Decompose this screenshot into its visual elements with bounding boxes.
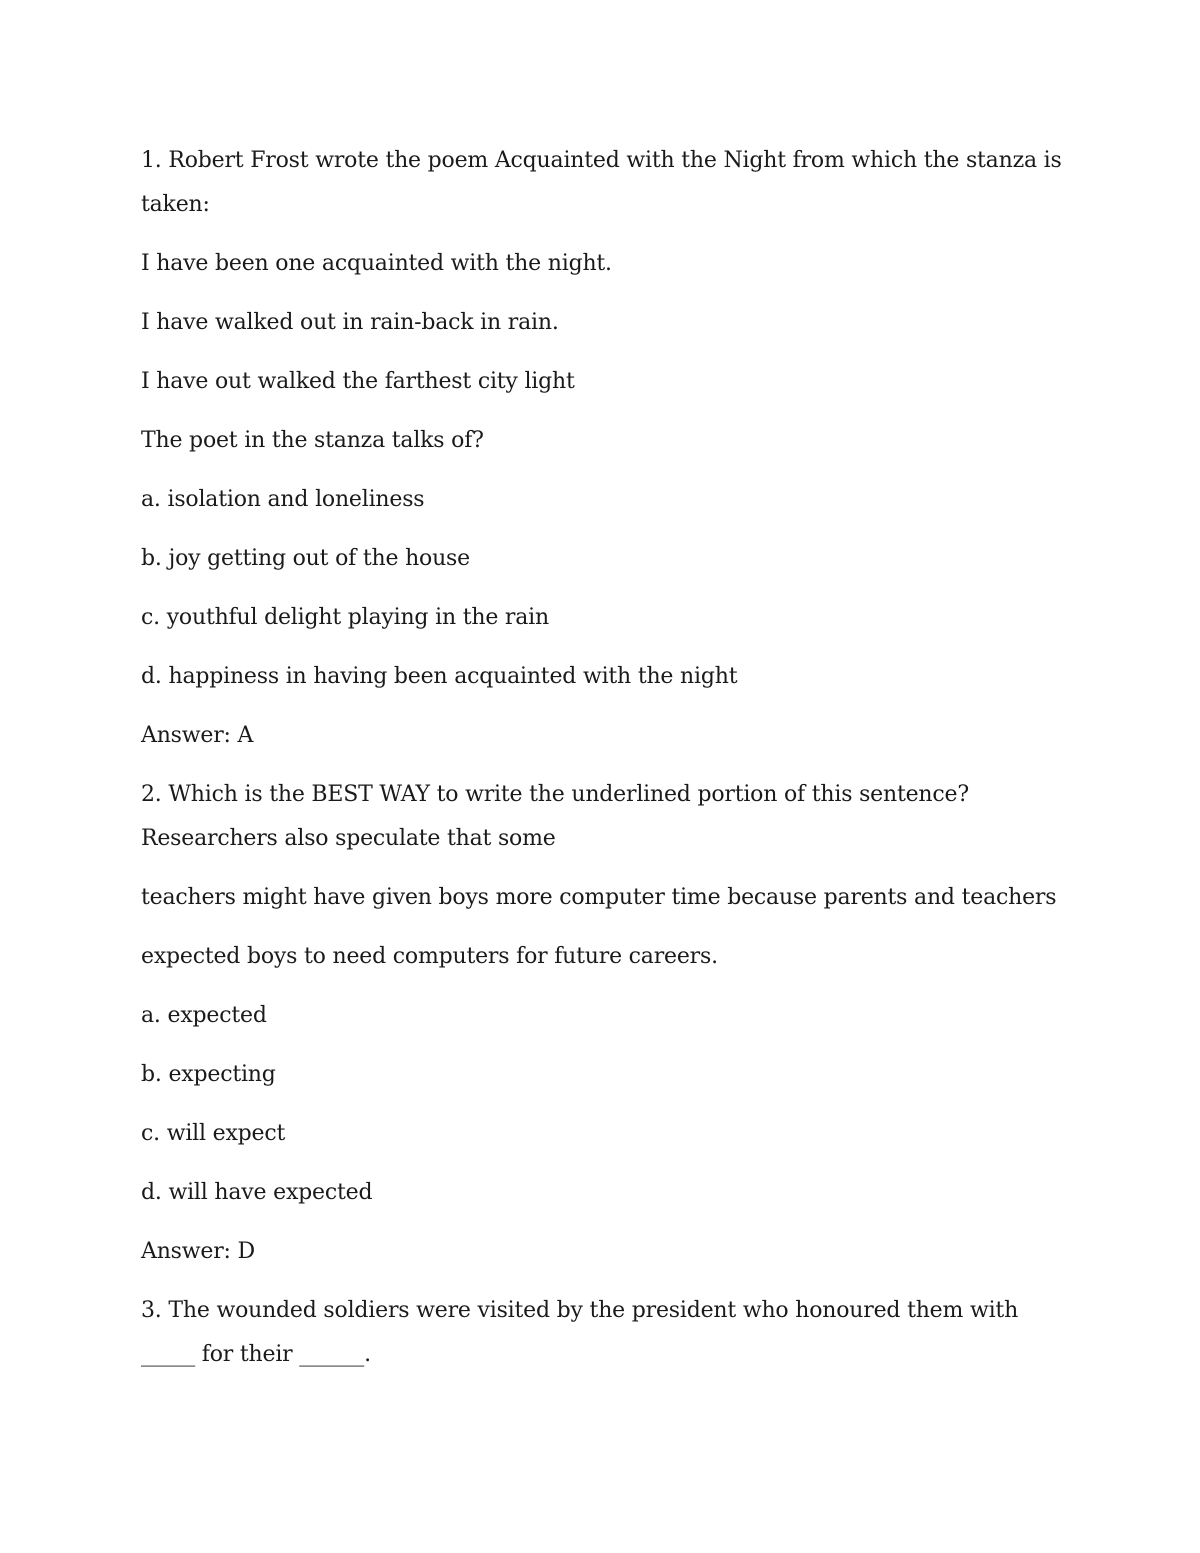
stanza-line-1: I have been one acquainted with the night. [141, 251, 612, 276]
question-1-prompt: The poet in the stanza talks of? [141, 428, 484, 453]
question-1-option-a: a. isolation and loneliness [141, 487, 425, 512]
question-1-answer: Answer: A [141, 723, 254, 748]
stanza-line-2: I have walked out in rain-back in rain. [141, 310, 559, 335]
document-body [141, 139, 1071, 1392]
question-2-sentence-line-2: expected boys to need computers for future careers. [141, 944, 718, 969]
question-2-sentence-line-1: teachers might have given boys more computer time because parents and teachers [141, 885, 1057, 910]
question-2-answer: Answer: D [141, 1239, 255, 1264]
question-2-text: 2. Which is the BEST WAY to write the underlined portion of this sentence? Researchers also speculate that some [141, 782, 969, 851]
question-2-option-c: c. will expect [141, 1121, 286, 1146]
question-1-option-b: b. joy getting out of the house [141, 546, 470, 571]
question-1-option-d: d. happiness in having been acquainted with the night [141, 664, 738, 689]
question-1-option-c: c. youthful delight playing in the rain [141, 605, 549, 630]
stanza-line-3: I have out walked the farthest city light [141, 369, 575, 394]
question-3-text: 3. The wounded soldiers were visited by the president who honoured them with _____ for their ______. [141, 1298, 1019, 1367]
question-1-text: 1. Robert Frost wrote the poem Acquainted with the Night from which the stanza is taken: [141, 148, 1062, 217]
question-2-option-d: d. will have expected [141, 1180, 373, 1205]
question-2-option-b: b. expecting [141, 1062, 276, 1087]
question-2-option-a: a. expected [141, 1003, 267, 1028]
